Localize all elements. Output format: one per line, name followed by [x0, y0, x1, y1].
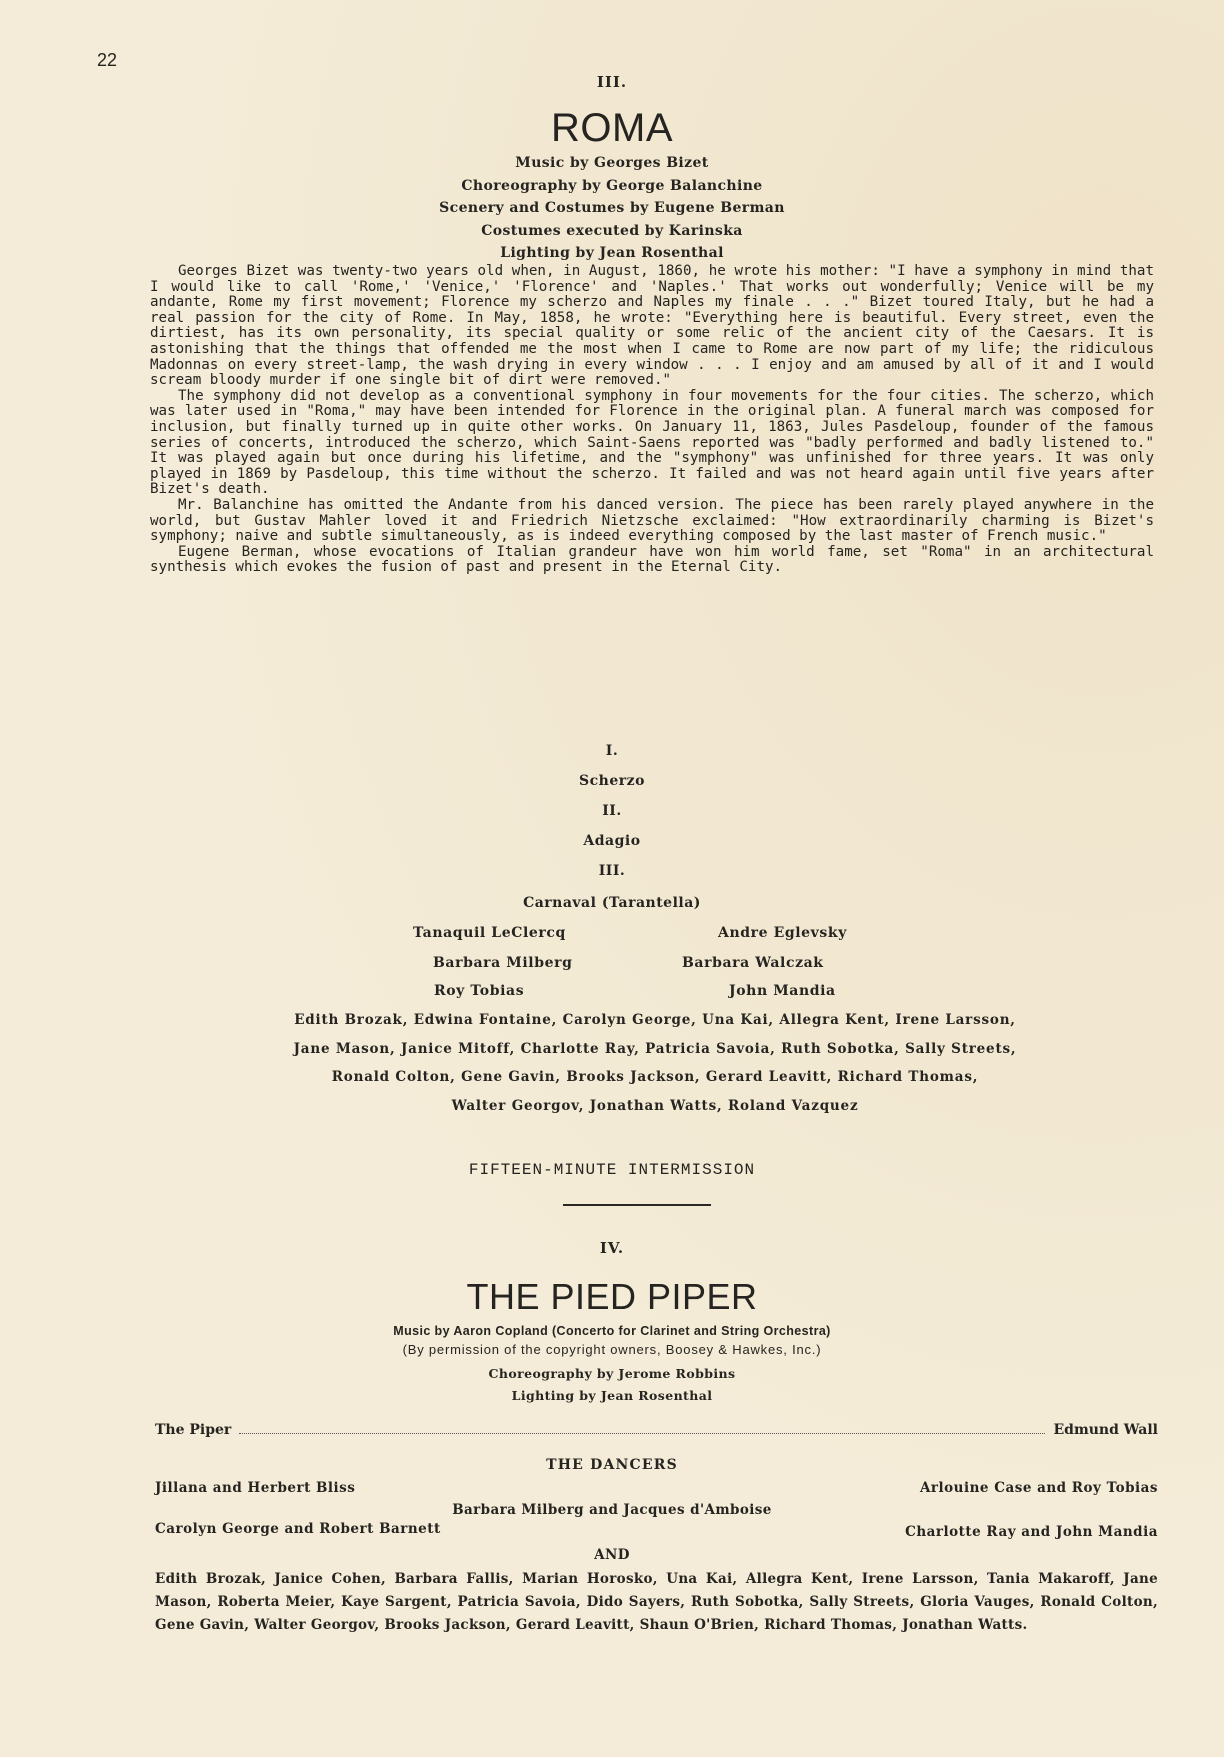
roma-scenery-credit: Scenery and Costumes by Eugene Berman	[439, 200, 785, 216]
dancer-pair: Charlotte Ray and John Mandia	[905, 1524, 1158, 1540]
dancer-pair: Jillana and Herbert Bliss	[155, 1480, 356, 1496]
leader-dots	[239, 1433, 1045, 1434]
ensemble-line: Jane Mason, Janice Mitoff, Charlotte Ray, Patricia Savoia, Ruth Sobotka, Sally Streets,	[293, 1040, 1017, 1057]
roma-note-paragraph: Georges Bizet was twenty-two years old when, in August, 1860, he wrote his mother: "I have a symphony in mind that I would like to call 'Rome,' 'Venice,' 'Florence' and 'Naples.' That works out wonderfully; Venice will be my andante, Rome my first movement; Florence my scherzo and Naples my finale . . ." Bizet toured Italy, but he had a real passion for the city of Rome. In May, 1858, he wrote: "Everything here is beautiful. Every street, even the dirtiest, has its own personality, its special quality or some relic of the ancient city of the Caesars. It is astonishing that the things that offended me the most when I came to Rome are now part of my life; the ridiculous Madonnas on every street-lamp, the wash drying in every window . . . I enjoy and am amused by all of it and I would scream bloody murder if one single bit of dirt were removed."	[150, 263, 1154, 389]
roma-note-paragraph: Mr. Balanchine has omitted the Andante from his danced version. The piece has been rarely played anywhere in the world, but Gustav Mahler loved it and Friedrich Nietzsche exclaimed: "How extraordinarily charming is Bizet's symphony; naive and subtle simultaneously, as is indeed everything composed by the last master of French music."	[150, 496, 1154, 545]
movement-name: Adagio	[583, 833, 641, 849]
page-number: 22	[97, 50, 118, 70]
piper-title: THE PIED PIPER	[466, 1276, 758, 1317]
ensemble-line: Edith Brozak, Edwina Fontaine, Carolyn George, Una Kai, Allegra Kent, Irene Larsson,	[294, 1012, 1016, 1028]
piper-permission: (By permission of the copyright owners, Boosey & Hawkes, Inc.)	[402, 1342, 822, 1357]
role-dancer: Edmund Wall	[1053, 1422, 1158, 1438]
roma-section-numeral: III.	[596, 73, 628, 91]
ensemble-line: Walter Georgov, Jonathan Watts, Roland Vazquez	[451, 1097, 859, 1114]
principal-dancer: Barbara Milberg	[433, 955, 573, 971]
roma-choreography-credit: Choreography by George Balanchine	[461, 178, 763, 194]
piper-section-numeral: IV.	[599, 1239, 625, 1257]
roma-program-notes	[150, 264, 1154, 576]
piper-choreography-credit: Choreography by Jerome Robbins	[488, 1366, 736, 1381]
piper-lighting-credit: Lighting by Jean Rosenthal	[511, 1388, 713, 1403]
movement-numeral: III.	[598, 863, 626, 879]
role-name: The Piper	[155, 1422, 232, 1438]
roma-ensemble	[150, 1006, 1160, 1120]
movement-name: Scherzo	[579, 773, 645, 789]
ensemble-line: Ronald Colton, Gene Gavin, Brooks Jackson, Gerard Leavitt, Richard Thomas,	[331, 1069, 979, 1085]
movement-numeral: II.	[602, 803, 622, 819]
dancers-heading: THE DANCERS	[546, 1457, 678, 1473]
movement-numeral: I.	[605, 743, 619, 759]
piper-ensemble: Edith Brozak, Janice Cohen, Barbara Fallis, Marian Horosko, Una Kai, Allegra Kent, Irene Larsson, Tania Makaroff, Jane Mason, Roberta Meier, Kaye Sargent, Patricia Savoia, Dido Sayers, Ruth Sobotka, Sally Streets, Gloria Vauges, Ronald Colton, Gene Gavin, Walter Georgov, Brooks Jackson, Gerard Leavitt, Shaun O'Brien, Richard Thomas, Jonathan Watts.	[155, 1571, 1158, 1633]
dancer-pair: Barbara Milberg and Jacques d'Amboise	[452, 1502, 772, 1518]
principal-dancer: Barbara Walczak	[682, 955, 824, 971]
principal-dancer: John Mandia	[729, 983, 836, 999]
principal-dancer: Andre Eglevsky	[718, 925, 847, 941]
roma-note-paragraph: Eugene Berman, whose evocations of Italian grandeur have won him world fame, set "Roma" in an architectural synthesis which evokes the fusion of past and present in the Eternal City.	[150, 543, 1154, 576]
roma-note-paragraph: The symphony did not develop as a conventional symphony in four movements for the four cities. The scherzo, which was later used in "Roma," may have been intended for Florence in the original plan. A funeral march was composed for inclusion, but finally turned up in quite other works. On January 11, 1863, Jules Pasdeloup, founder of the famous series of concerts, introduced the scherzo, which Saint-Saens reported was "badly performed and badly listened to." It was played again but once during his lifetime, and the "symphony" was unfinished for three years. It was only played in 1869 by Pasdeloup, this time without the scherzo. It failed and was not heard again until five years after Bizet's death.	[150, 387, 1154, 498]
dancer-pair: Arlouine Case and Roy Tobias	[919, 1480, 1158, 1496]
and-label: AND	[594, 1547, 630, 1563]
principal-dancer: Roy Tobias	[434, 983, 525, 999]
piper-role-row	[155, 1422, 1158, 1438]
principal-dancer: Tanaquil LeClercq	[413, 925, 566, 941]
piper-music-credit: Music by Aaron Copland (Concerto for Clarinet and String Orchestra)	[393, 1324, 831, 1338]
roma-music-credit: Music by Georges Bizet	[515, 155, 709, 171]
roma-title: ROMA	[551, 106, 673, 150]
roma-lighting-credit: Lighting by Jean Rosenthal	[500, 245, 724, 261]
movement-name: Carnaval (Tarantella)	[523, 895, 701, 911]
divider-rule	[563, 1204, 711, 1206]
dancer-pair: Carolyn George and Robert Barnett	[155, 1521, 441, 1537]
intermission-notice: FIFTEEN-MINUTE INTERMISSION	[468, 1161, 756, 1179]
roma-costumes-credit: Costumes executed by Karinska	[481, 223, 743, 239]
